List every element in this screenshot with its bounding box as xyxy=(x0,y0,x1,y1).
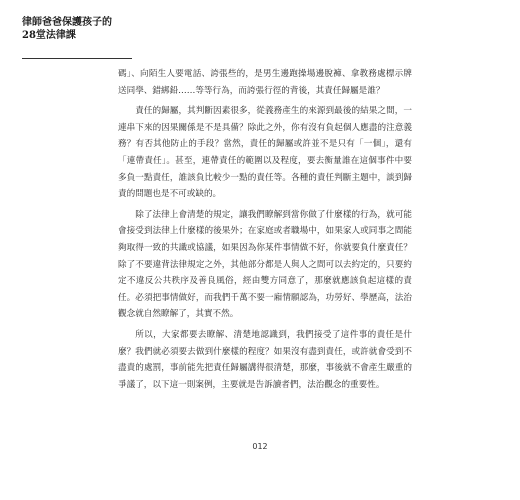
paragraph-3: 除了法律上會清楚的規定，讓我們瞭解到當你做了什麼樣的行為，就可能會接受到法律上什麼樣的後果外；在家庭或者職場中，如果家人或同事之間能夠取得一致的共識或協議，如果因為你某件事情做不好，你就要負什麼責任？除了不要違背法律規定之外，其他部分都是人與人之間可以去約定的，只要約定不違反公共秩序及善良風俗，經由雙方同意了，那麼就應該負起這樣的責任。必須把事情做好，而我們千萬不要一廂情願認為，功勞好、學歷高，法治觀念就自然瞭解了，其實不然。 xyxy=(118,209,412,320)
book-title-line-1: 律師爸爸保護孩子的 xyxy=(22,17,112,28)
paragraph-2: 責任的歸屬，其判斷因素很多，從義務產生的來源到最後的結果之間，一連串下來的因果關係是不是具備？除此之外，你有沒有負起個人應盡的注意義務？有否其他防止的手段？當然，責任的歸屬或許並不是只有「一個」，還有「連帶責任」。甚至，連帶責任的範圍以及程度，要去衡量誰在這個事件中要多負一點責任，誰該負比較少一點的責任等。各種的責任判斷主題中，談到歸責的問題也是不可或缺的。 xyxy=(118,106,412,200)
page-number: 012 xyxy=(252,442,268,451)
paragraph-4: 所以，大家都要去瞭解、清楚地認識到，我們接受了這件事的責任是什麼？我們就必須要去做到什麼樣的程度？如果沒有盡到責任，或許就會受到不盡責的處罰，事前能先把責任歸屬講得很清楚，那麼，事後就不會產生嚴重的爭議了，以下這一則案例，主要就是告訴讀者們，法治觀念的重要性。 xyxy=(118,329,412,390)
paragraph-1: 碼」、向陌生人要電話、誇張些的，是男生邊跑操場邊脫褲、拿教務處標示牌送同學、錯綁鉛……等等行為，而誇張行徑的背後，其責任歸屬是誰？ xyxy=(118,69,412,96)
book-title-line-2: 28堂法律課 xyxy=(22,30,76,41)
running-header xyxy=(22,16,222,42)
body-text xyxy=(118,66,412,397)
header-divider xyxy=(22,58,132,59)
